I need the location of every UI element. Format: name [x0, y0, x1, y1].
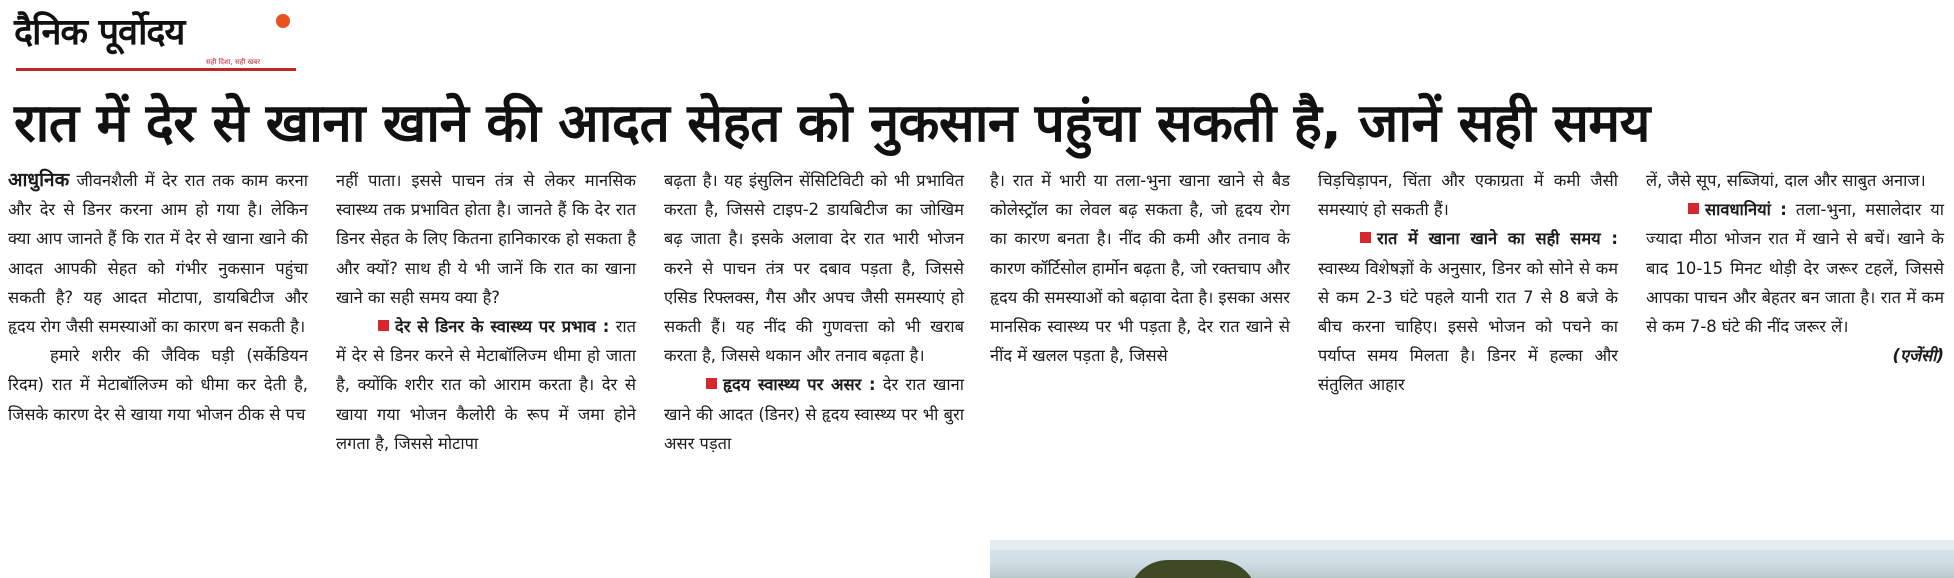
subheading: हृदय स्वास्थ्य पर असर : — [723, 375, 876, 395]
masthead — [8, 0, 288, 72]
paragraph: चिड़चिड़ापन, चिंता और एकाग्रता में कमी जैसी समस्याएं हो सकती हैं। — [1318, 171, 1618, 220]
lead-word: आधुनिक — [8, 169, 70, 191]
paragraph — [1318, 224, 1618, 399]
subheading: रात में खाना खाने का सही समय : — [1377, 229, 1618, 249]
article-column-5 — [1318, 166, 1618, 400]
paragraph-text: रात में देर से डिनर करने से मेटाबॉलिज्म धीमा हो जाता है, क्योंकि शरीर रात को आराम करता है। देर से खाया गया भोजन कैलोरी के रूप में जमा होने लगता है, जिससे मोटापा — [336, 317, 636, 453]
red-square-bullet-icon — [1688, 203, 1699, 214]
photo-foliage — [1128, 560, 1258, 578]
article-column-6 — [1646, 166, 1944, 370]
paragraph: लें, जैसे सूप, सब्जियां, दाल और साबुत अनाज। — [1646, 171, 1926, 190]
paragraph-text: जीवनशैली में देर रात तक काम करना और देर से डिनर करना आम हो गया है। लेकिन क्या आप जानते हैं कि रात में देर से खाना खाने की आदत आपकी सेहत को गंभीर नुकसान पहुंचा सकती है? यह आदत मोटापा, डायबिटीज और हृदय रोग जैसी समस्याओं का कारण बन सकती है। — [8, 171, 308, 337]
article-column-3 — [664, 166, 964, 458]
red-square-bullet-icon — [378, 320, 389, 331]
paragraph — [1646, 195, 1944, 341]
masthead-rule — [16, 68, 296, 71]
paragraph: बढ़ता है। यह इंसुलिन सेंसिटिविटी को भी प्रभावित करता है, जिससे टाइप-2 डायबिटीज का जोखिम बढ़ जाता है। इसके अलावा देर रात भारी भोजन करने से पाचन तंत्र पर दबाव पड़ता है, जिससे एसिड रिफ्लक्स, गैस और अपच जैसी समस्याएं हो सकती हैं। यह नींद की गुणवत्ता को भी खराब करता है, जिससे थकान और तनाव बढ़ता है। — [664, 171, 964, 366]
agency-credit: (एजेंसी) — [1892, 346, 1944, 366]
logo-dot-icon — [276, 14, 290, 28]
article-column-1 — [8, 166, 308, 429]
paragraph: हमारे शरीर की जैविक घड़ी (सर्केडियन रिदम) रात में मेटाबॉलिज्म को धीमा कर देती है, जिसके कारण देर से खाया गया भोजन ठीक से पच — [8, 346, 308, 424]
article-column-2 — [336, 166, 636, 458]
paragraph — [336, 312, 636, 458]
masthead-tagline: सही दिशा, सही खबर — [206, 58, 261, 66]
article-headline: रात में देर से खाना खाने की आदत सेहत को नुकसान पहुंचा सकती है, जानें सही समय — [14, 93, 1650, 154]
subheading: सावधानियां : — [1705, 200, 1787, 220]
article-column-4 — [990, 166, 1290, 370]
paragraph-text: तला-भुना, मसालेदार या ज्यादा मीठा भोजन रात में खाने से बचें। खाने के बाद 10-15 मिनट थोड़ी देर जरूर टहलें, जिससे आपका पाचन और बेहतर बन जाता है। रात में कम से कम 7-8 घंटे की नींद जरूर लें। — [1646, 200, 1944, 337]
subheading: देर से डिनर के स्वास्थ्य पर प्रभाव : — [395, 317, 610, 337]
paragraph: नहीं पाता। इससे पाचन तंत्र से लेकर मानसिक स्वास्थ्य तक प्रभावित होता है। जानते हैं कि देर रात डिनर सेहत के लिए कितना हानिकारक हो सकता है और क्यों? साथ ही ये भी जानें कि रात का खाना खाने का सही समय क्या है? — [336, 171, 636, 307]
article-photo — [990, 540, 1954, 578]
paragraph-text: देर रात खाना खाने की आदत (डिनर) से हृदय स्वास्थ्य पर भी बुरा असर पड़ता — [664, 375, 964, 453]
paragraph-text: स्वास्थ्य विशेषज्ञों के अनुसार, डिनर को सोने से कम से कम 2-3 घंटे पहले यानी रात 7 से 8 बजे के बीच करना चाहिए। इससे भोजन को पचने का पर्याप्त समय मिलता है। डिनर में हल्का और संतुलित आहार — [1318, 258, 1618, 395]
photo-sky — [990, 540, 1954, 550]
paragraph — [664, 370, 964, 458]
paragraph — [8, 166, 308, 341]
red-square-bullet-icon — [1360, 232, 1371, 243]
red-square-bullet-icon — [706, 378, 717, 389]
newspaper-logo: दैनिक पूर्वोदय — [14, 12, 185, 53]
paragraph: है। रात में भारी या तला-भुना खाना खाने से बैड कोलेस्ट्रॉल का लेवल बढ़ सकता है, जो हृदय रोग का कारण बनता है। नींद की कमी और तनाव के कारण कॉर्टिसोल हार्मोन बढ़ता है, जो रक्तचाप और हृदय की समस्याओं को बढ़ावा देता है। इसका असर मानसिक स्वास्थ्य पर भी पड़ता है, देर रात खाने से नींद में खलल पड़ता है, जिससे — [990, 171, 1290, 366]
